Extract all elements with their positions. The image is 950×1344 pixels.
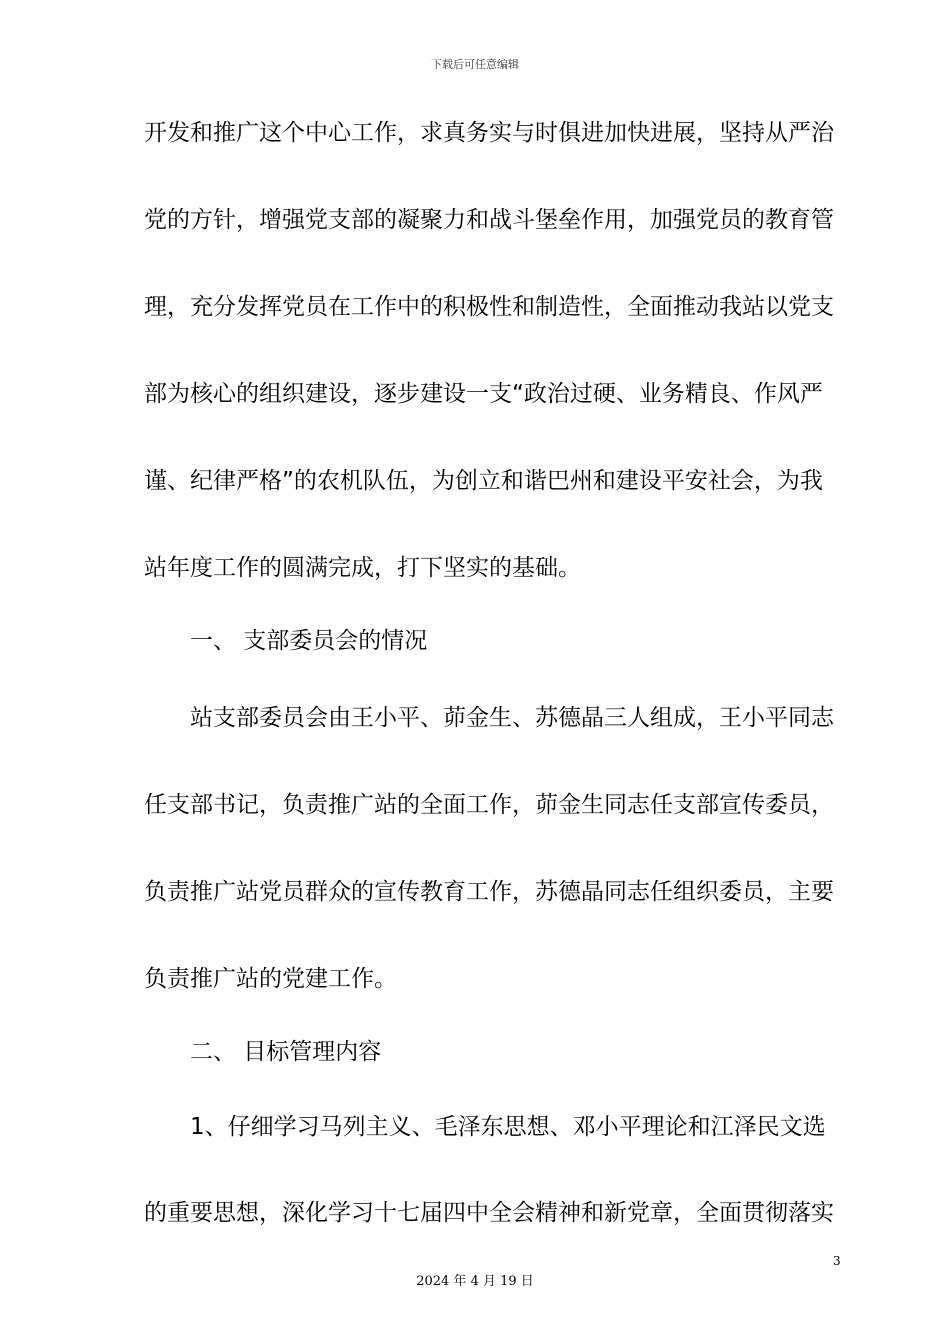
section-heading-2: 二、 目标管理内容 bbox=[190, 1039, 382, 1065]
body-line-1: 开发和推广这个中心工作，求真务实与时俱进加快进展，坚持从严治 bbox=[144, 120, 834, 146]
body-line-10: 负责推广站党员群众的宣传教育工作，苏德晶同志任组织委员，主要 bbox=[144, 879, 834, 905]
body-line-11: 负责推广站的党建工作。 bbox=[144, 966, 397, 992]
page-footer-date: 2024 年 4 月 19 日 bbox=[416, 1274, 534, 1289]
body-line-8: 站支部委员会由王小平、茆金生、苏德晶三人组成，王小平同志 bbox=[190, 705, 834, 731]
page-number: 3 bbox=[833, 1254, 841, 1268]
body-line-2: 党的方针，增强党支部的凝聚力和战斗堡垒作用，加强党员的教育管 bbox=[144, 207, 834, 233]
body-line-14: 的重要思想，深化学习十七届四中全会精神和新党章，全面贯彻落实 bbox=[144, 1200, 834, 1226]
page-header: 下载后可任意编辑 bbox=[431, 58, 519, 71]
body-line-4: 部为核心的组织建设，逐步建设一支“政治过硬、业务精良、作风严 bbox=[144, 381, 823, 407]
section-heading-1: 一、 支部委员会的情况 bbox=[190, 628, 428, 654]
body-line-6: 站年度工作的圆满完成，打下坚实的基础。 bbox=[144, 555, 581, 581]
body-line-5: 谨、纪律严格”的农机队伍，为创立和谐巴州和建设平安社会，为我 bbox=[144, 468, 823, 494]
body-line-9: 任支部书记，负责推广站的全面工作，茆金生同志任支部宣传委员， bbox=[144, 792, 834, 818]
body-line-13: 1、仔细学习马列主义、毛泽东思想、邓小平理论和江泽民文选 bbox=[190, 1114, 826, 1140]
body-line-3: 理，充分发挥党员在工作中的积极性和制造性，全面推动我站以党支 bbox=[144, 294, 834, 320]
